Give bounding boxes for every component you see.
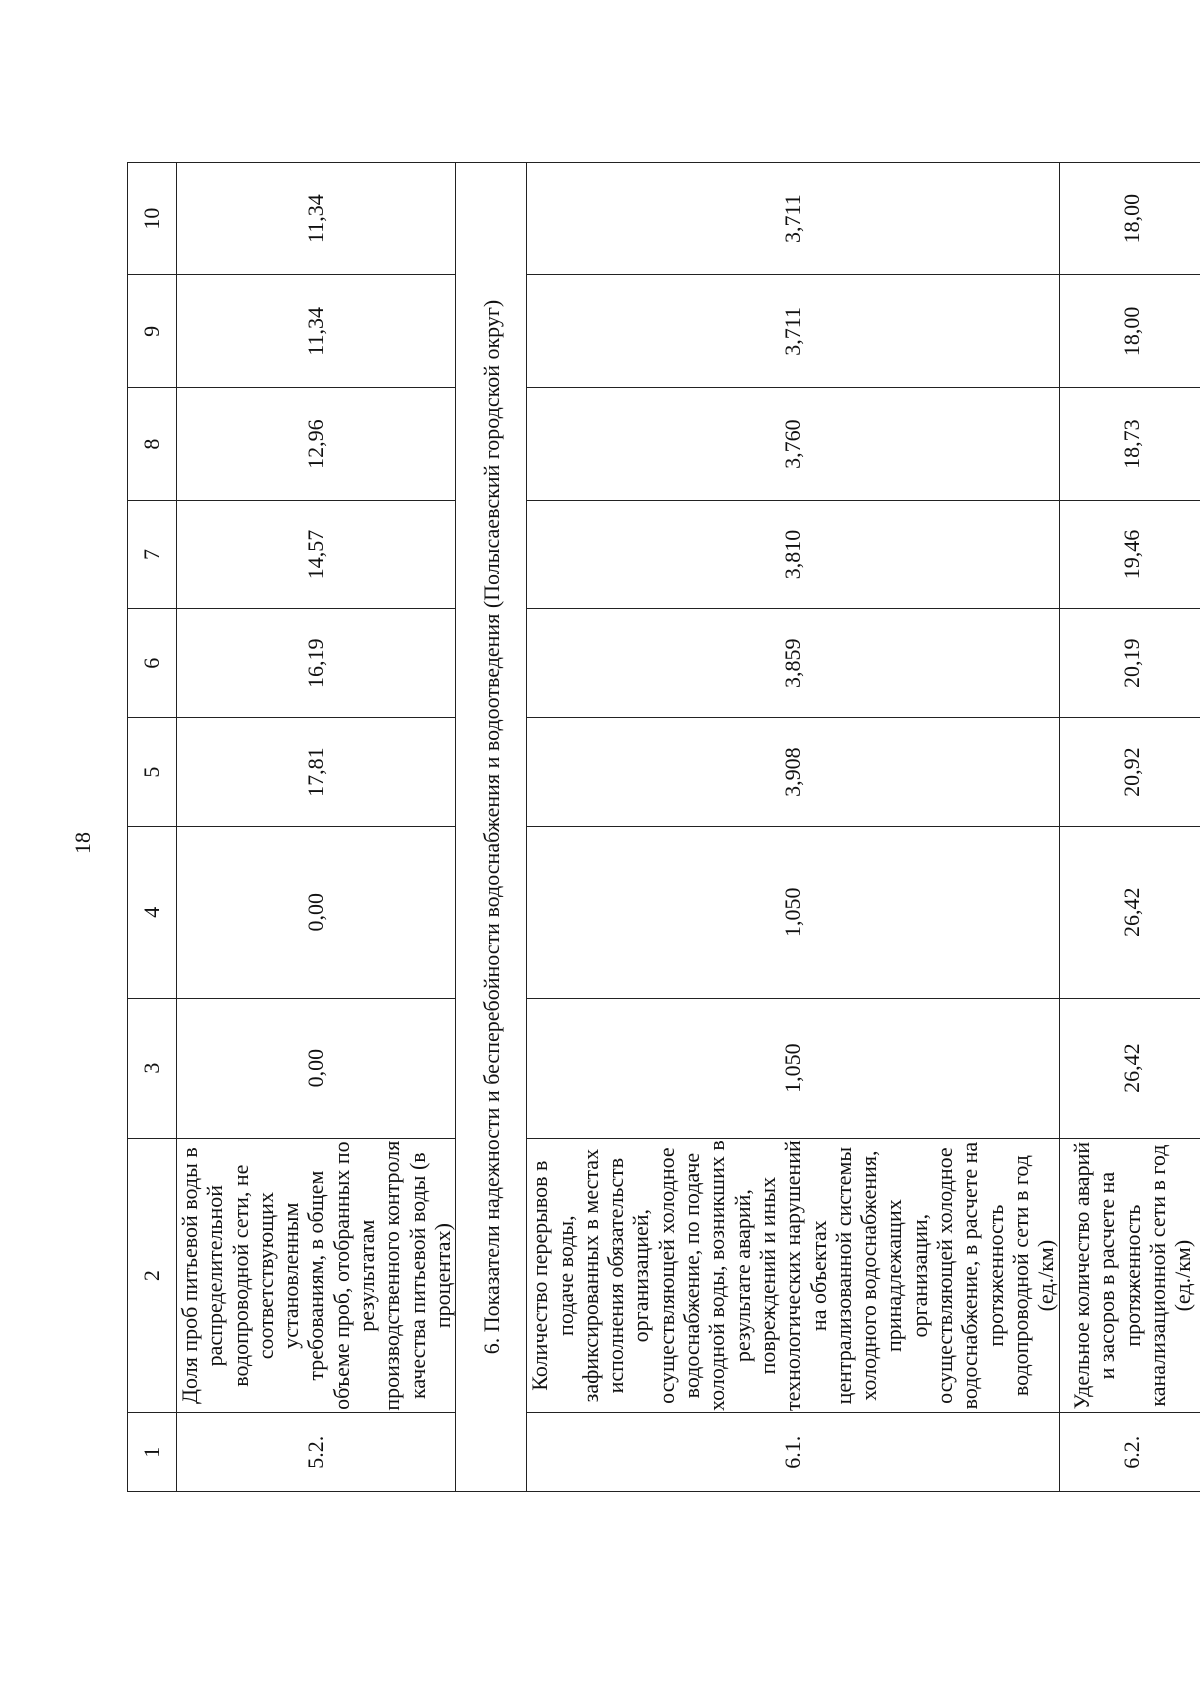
value-cell: 18,00 (1059, 275, 1200, 388)
value-cell: 3,908 (527, 718, 1059, 827)
page-number: 18 (70, 832, 95, 854)
value-cell: 26,42 (1059, 826, 1200, 998)
row-number: 6.1. (527, 1413, 1059, 1492)
value-cell: 3,859 (527, 609, 1059, 718)
value-cell: 0,00 (177, 998, 456, 1138)
value-cell: 1,050 (527, 998, 1059, 1138)
row-number: 6.2. (1059, 1413, 1200, 1492)
value-cell: 14,57 (177, 500, 456, 609)
value-cell: 3,711 (527, 275, 1059, 388)
header-cell: 5 (128, 718, 177, 827)
row-number: 5.2. (177, 1413, 456, 1492)
value-cell: 11,34 (177, 163, 456, 275)
header-cell: 9 (128, 275, 177, 388)
table-row (527, 163, 1059, 1492)
table-row (177, 163, 456, 1492)
header-cell: 2 (128, 1138, 177, 1413)
value-cell: 3,711 (527, 163, 1059, 275)
indicators-table (127, 162, 1200, 1492)
section-row (456, 163, 527, 1492)
table-row (1059, 163, 1200, 1492)
header-cell: 8 (128, 388, 177, 500)
value-cell: 16,19 (177, 609, 456, 718)
header-cell: 1 (128, 1413, 177, 1492)
header-cell: 4 (128, 826, 177, 998)
header-cell: 10 (128, 163, 177, 275)
value-cell: 3,760 (527, 388, 1059, 500)
value-cell: 20,92 (1059, 718, 1200, 827)
value-cell: 18,73 (1059, 388, 1200, 500)
value-cell: 11,34 (177, 275, 456, 388)
value-cell: 3,810 (527, 500, 1059, 609)
value-cell: 1,050 (527, 826, 1059, 998)
value-cell: 17,81 (177, 718, 456, 827)
header-cell: 6 (128, 609, 177, 718)
row-description: Количество перерывов в подаче воды, зафиксированных в местах исполнения обязательств организацией, осуществляющей холодное водоснабжение, по подаче холодной воды, возникших в результате аварий, повреждений и иных технологических нарушений на объектах централизованной системы холодного водоснабжения, принадлежащих организации, осуществляющей холодное водоснабжение, в расчете на протяженность водопроводной сети в год (ед./км) (527, 1140, 1059, 1412)
value-cell: 20,19 (1059, 609, 1200, 718)
section-heading: 6. Показатели надежности и бесперебойности водоснабжения и водоотведения (Полысаевский городской округ) (456, 163, 527, 1492)
header-cell: 7 (128, 500, 177, 609)
row-description: Удельное количество аварий и засоров в расчете на протяженность канализационной сети в год (ед./км) (1059, 1138, 1200, 1413)
header-row (128, 163, 177, 1492)
row-description: Доля проб питьевой воды в распределительной водопроводной сети, не соответствующих установленным требованиям, в общем объеме проб, отобранных по результатам производственного контроля качества питьевой воды (в процентах) (177, 1138, 456, 1413)
value-cell: 0,00 (177, 826, 456, 998)
header-cell: 3 (128, 998, 177, 1138)
rotated-table-sheet (127, 162, 1196, 1492)
value-cell: 12,96 (177, 388, 456, 500)
value-cell: 26,42 (1059, 998, 1200, 1138)
value-cell: 18,00 (1059, 163, 1200, 275)
value-cell: 19,46 (1059, 500, 1200, 609)
